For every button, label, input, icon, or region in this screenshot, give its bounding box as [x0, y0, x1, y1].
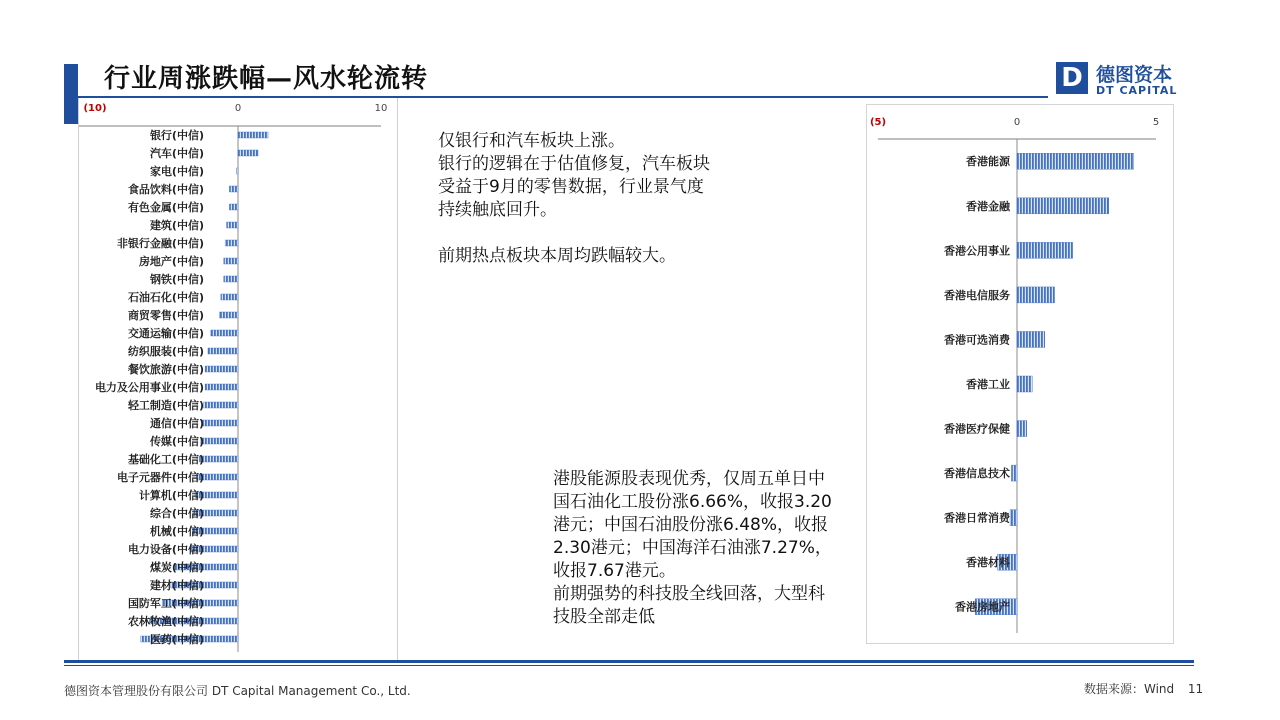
category-label: 计算机(中信): [138, 488, 204, 502]
bar: [1017, 376, 1032, 392]
category-label: 香港工业: [966, 377, 1010, 391]
category-label: 香港材料: [966, 556, 1010, 570]
axis-tick-label: (5): [869, 117, 887, 128]
commentary-line: 银行的逻辑在于估值修复，汽车板块: [438, 154, 710, 174]
bar: [221, 294, 238, 300]
industry-weekly-change-chart: [79, 98, 397, 660]
category-label: 钢铁(中信): [149, 272, 204, 286]
title-accent-bar: [64, 64, 78, 124]
logo-d-icon: D: [1056, 62, 1088, 94]
category-label: 交通运输(中信): [127, 326, 204, 340]
category-label: 纺织服装(中信): [127, 344, 204, 358]
category-label: 香港医疗保健: [944, 422, 1010, 436]
category-label: 农林牧渔(中信): [127, 614, 204, 628]
bar: [1017, 242, 1073, 258]
category-label: 石油石化(中信): [127, 290, 204, 304]
category-label: 银行(中信): [149, 128, 204, 142]
bar: [205, 366, 238, 372]
bar: [238, 132, 268, 138]
axis-tick-label: (10): [83, 103, 107, 114]
commentary-line: 港股能源股表现优秀，仅周五单日中: [553, 469, 825, 489]
category-label: 香港可选消费: [944, 333, 1010, 347]
axis-tick-label: 10: [374, 103, 388, 114]
bar: [1010, 510, 1017, 526]
bar: [227, 222, 238, 228]
category-label: 家电(中信): [149, 164, 204, 178]
bar: [204, 402, 238, 408]
bar: [1011, 465, 1017, 481]
category-label: 轻工制造(中信): [127, 398, 204, 412]
axis-tick-label: 5: [1152, 117, 1160, 128]
logo-cn-text: 德图资本: [1096, 64, 1173, 86]
company-logo: [1056, 60, 1186, 100]
bar: [211, 330, 238, 336]
category-label: 香港金融: [966, 199, 1010, 213]
category-label: 食品饮料(中信): [127, 182, 204, 196]
category-label: 非银行金融(中信): [116, 236, 204, 250]
left-chart-panel: [78, 98, 398, 660]
commentary-line: 港元；中国石油股份涨6.48%，收报: [553, 515, 829, 535]
bar: [1017, 331, 1045, 347]
bar: [1017, 198, 1109, 214]
page-number: 11: [1187, 682, 1204, 696]
category-label: 餐饮旅游(中信): [127, 362, 204, 376]
bar: [201, 438, 238, 444]
axis-tick-label: 0: [234, 103, 242, 114]
category-label: 传媒(中信): [149, 434, 204, 448]
hk-sector-weekly-change-chart: [867, 105, 1173, 643]
bar: [229, 204, 238, 210]
category-label: 电子元器件(中信): [116, 470, 204, 484]
bar: [224, 258, 238, 264]
category-label: 商贸零售(中信): [127, 308, 204, 322]
commentary-line: 收报7.67港元。: [553, 561, 676, 581]
category-label: 建材(中信): [149, 578, 204, 592]
right-chart-panel: [866, 104, 1174, 644]
category-label: 基础化工(中信): [127, 452, 204, 466]
page-title: 行业周涨跌幅—风水轮流转: [104, 64, 429, 94]
bar: [205, 384, 238, 390]
footer-company: 德图资本管理股份有限公司 DT Capital Management Co., Ltd.: [64, 684, 411, 698]
bar: [1017, 287, 1055, 303]
bar: [237, 168, 238, 174]
category-label: 国防军工(中信): [127, 596, 204, 610]
bar: [208, 348, 238, 354]
bar: [225, 240, 238, 246]
category-label: 建筑(中信): [149, 218, 204, 232]
bar: [219, 312, 238, 318]
category-label: 香港日常消费: [944, 511, 1010, 525]
commentary-line: 受益于9月的零售数据，行业景气度: [438, 177, 704, 197]
bar: [202, 420, 238, 426]
commentary-line: 2.30港元；中国海洋石油涨7.27%，: [553, 538, 832, 558]
category-label: 电力及公用事业(中信): [94, 380, 204, 394]
category-label: 香港公用事业: [944, 244, 1010, 258]
commentary-line: 前期强势的科技股全线回落，大型科: [553, 584, 825, 604]
category-label: 汽车(中信): [149, 146, 204, 160]
bar: [1017, 421, 1027, 437]
footer-source: [1084, 680, 1203, 697]
commentary-line: 仅银行和汽车板块上涨。: [438, 131, 625, 151]
commentary-line: 持续触底回升。: [438, 200, 557, 220]
category-label: 有色金属(中信): [127, 200, 204, 214]
category-label: 香港电信服务: [944, 288, 1010, 302]
source-label: 数据来源：Wind: [1084, 682, 1175, 696]
bar: [238, 150, 258, 156]
axis-tick-label: 0: [1013, 117, 1021, 128]
category-label: 香港能源: [966, 155, 1010, 169]
category-label: 医药(中信): [149, 632, 204, 646]
category-label: 机械(中信): [149, 524, 204, 538]
logo-en-text: DT CAPITAL: [1096, 84, 1178, 97]
bar: [199, 456, 238, 462]
bar: [224, 276, 238, 282]
category-label: 煤炭(中信): [149, 560, 204, 574]
category-label: 香港房地产: [955, 600, 1010, 614]
bar: [229, 186, 238, 192]
category-label: 香港信息技术: [944, 467, 1010, 481]
footer-rule: [64, 660, 1194, 663]
category-label: 综合(中信): [149, 506, 204, 520]
commentary-block-1: [438, 130, 768, 268]
category-label: 房地产(中信): [138, 254, 204, 268]
bar: [1017, 153, 1134, 169]
commentary-line: 国石油化工股份涨6.66%，收报3.20: [553, 492, 832, 512]
category-label: 电力设备(中信): [127, 542, 204, 556]
commentary-block-2: [553, 468, 863, 629]
commentary-line: 技股全部走低: [553, 607, 655, 627]
footer-rule-thin: [64, 665, 1194, 666]
category-label: 通信(中信): [149, 416, 204, 430]
commentary-line: 前期热点板块本周均跌幅较大。: [438, 246, 676, 266]
